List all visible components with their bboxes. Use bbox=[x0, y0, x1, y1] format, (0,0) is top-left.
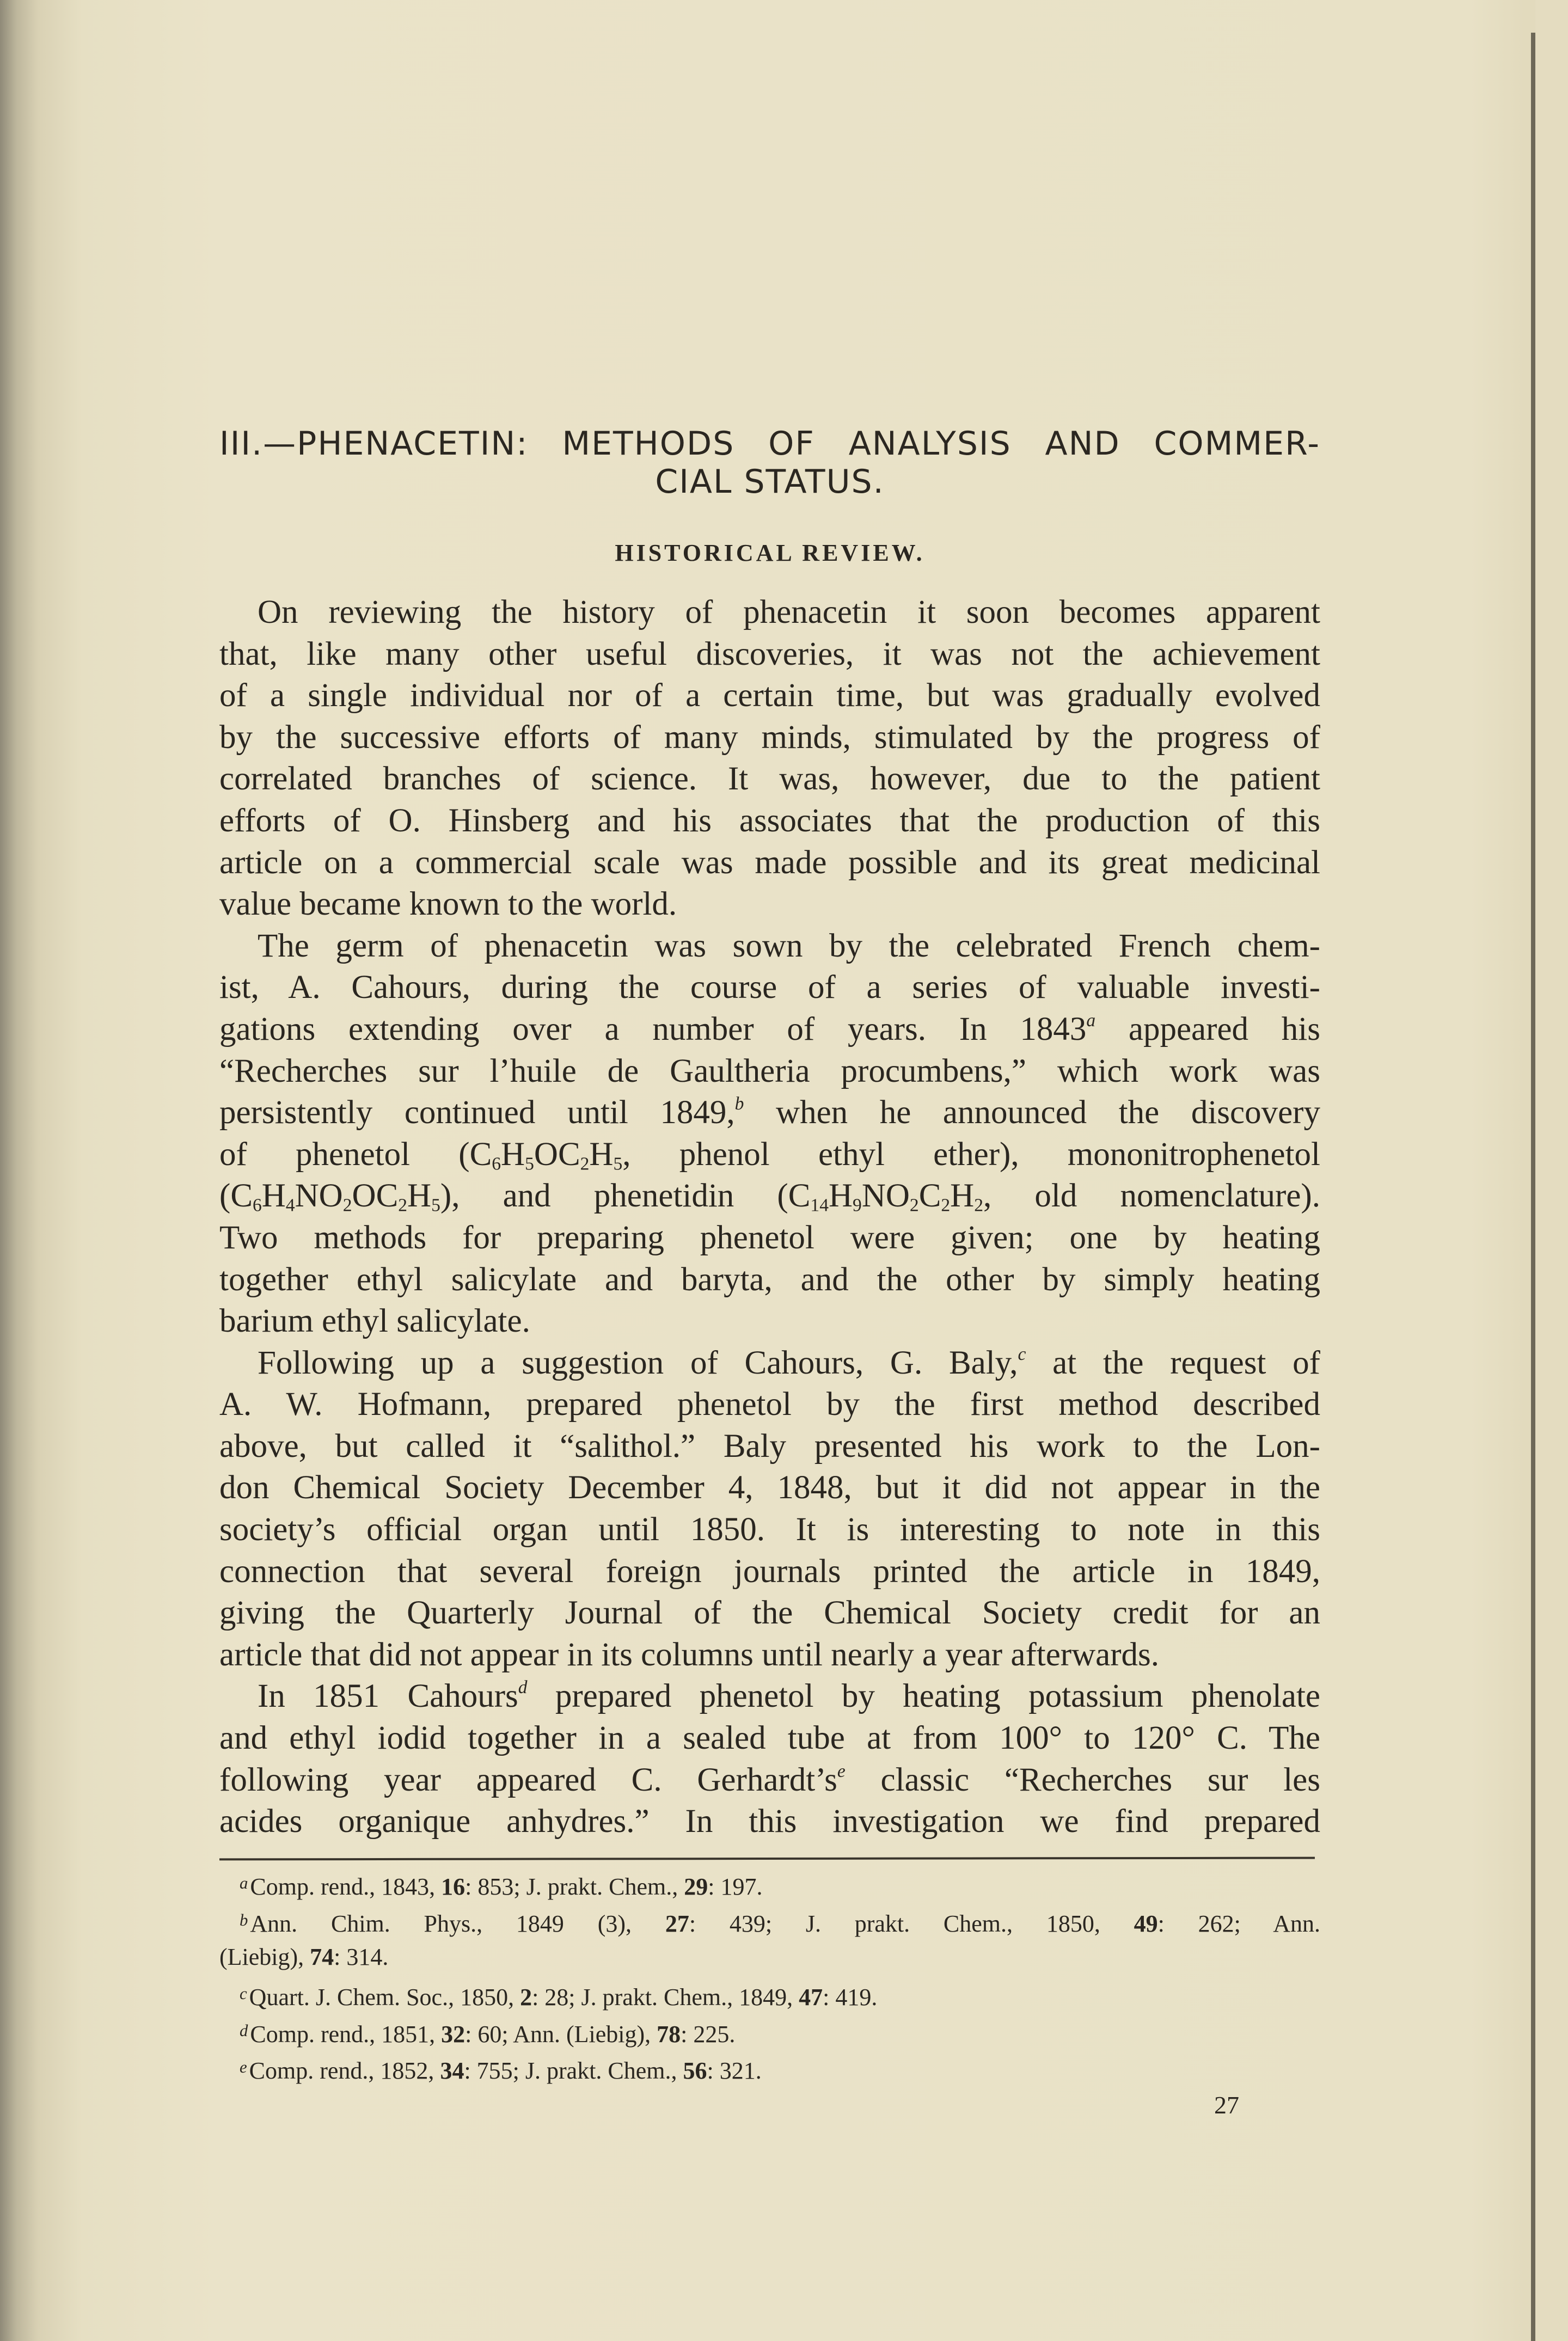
subscript: 4 bbox=[285, 1195, 295, 1216]
text-run: correlated branches of science. It was, however, due to the patient bbox=[219, 761, 1320, 798]
volume-number: 34 bbox=[440, 2057, 464, 2085]
volume-number: 27 bbox=[665, 1910, 689, 1937]
text-line bbox=[219, 1676, 1320, 1718]
text-run: : 28; J. prakt. Chem., 1849, bbox=[532, 1983, 799, 2011]
volume-number: 49 bbox=[1134, 1910, 1158, 1937]
text-run: barium ethyl salicylate. bbox=[219, 1303, 530, 1340]
text-run: value became known to the world. bbox=[219, 886, 677, 923]
text-run: H bbox=[407, 1178, 432, 1215]
text-run: Quart. J. Chem. Soc., 1850, bbox=[249, 1983, 520, 2011]
text-run: of a single individual nor of a certain time, but was gradually evolved bbox=[219, 677, 1320, 714]
text-line bbox=[219, 1467, 1320, 1509]
text-run: gations extending over a number of years. In 1843 bbox=[219, 1010, 1087, 1047]
subscript: 2 bbox=[342, 1195, 352, 1216]
subscript: 5 bbox=[613, 1154, 623, 1174]
text-run: above, but called it “salithol.” Baly presented his work to the Lon- bbox=[219, 1427, 1320, 1464]
page-right-edge bbox=[1531, 33, 1535, 2341]
volume-number: 2 bbox=[520, 1983, 532, 2011]
footnote-mark: d bbox=[240, 2021, 248, 2040]
subscript: 2 bbox=[909, 1195, 919, 1216]
text-line bbox=[219, 884, 1320, 926]
text-run: ), and phenetidin (C bbox=[440, 1178, 811, 1215]
footnotes bbox=[219, 1865, 1320, 2086]
text-run: H bbox=[828, 1178, 853, 1215]
text-run: In 1851 Cahours bbox=[258, 1678, 518, 1715]
volume-number: 78 bbox=[657, 2020, 681, 2048]
footnote-reference: a bbox=[1086, 1010, 1096, 1031]
text-run: Comp. rend., 1843, bbox=[250, 1873, 442, 1900]
text-line bbox=[219, 1134, 1320, 1176]
text-run: efforts of O. Hinsberg and his associates that the production of this bbox=[219, 802, 1320, 839]
text-run: ist, A. Cahours, during the course of a series of valuable investi- bbox=[219, 969, 1320, 1006]
subscript: 2 bbox=[974, 1195, 984, 1216]
text-run: C bbox=[918, 1178, 941, 1215]
text-run: Comp. rend., 1851, bbox=[250, 2020, 442, 2048]
footnote-mark: b bbox=[240, 1910, 248, 1929]
text-line bbox=[219, 675, 1320, 717]
text-line bbox=[219, 967, 1320, 1009]
text-run: , phenol ethyl ether), mononitrophenetol bbox=[622, 1136, 1320, 1173]
text-run: Ann. Chim. Phys., 1849 (3), bbox=[250, 1910, 665, 1937]
text-run: classic “Recherches sur les bbox=[845, 1761, 1320, 1798]
text-line bbox=[219, 1092, 1320, 1134]
text-line bbox=[219, 1760, 1320, 1801]
text-run: of phenetol (C bbox=[219, 1136, 492, 1173]
volume-number: 29 bbox=[684, 1873, 708, 1900]
text-line bbox=[219, 1009, 1320, 1051]
text-run: and ethyl iodid together in a sealed tube at from 100° to 120° C. The bbox=[219, 1720, 1320, 1757]
text-run: don Chemical Society December 4, 1848, but it did not appear in the bbox=[219, 1469, 1320, 1506]
text-line bbox=[219, 800, 1320, 842]
text-run: H bbox=[589, 1136, 614, 1173]
text-run: H bbox=[261, 1178, 286, 1215]
volume-number: 56 bbox=[683, 2057, 707, 2085]
text-line bbox=[219, 1343, 1320, 1384]
text-line bbox=[219, 634, 1320, 676]
text-run: by the successive efforts of many minds, stimulated by the progress of bbox=[219, 719, 1320, 756]
subscript: 2 bbox=[580, 1154, 590, 1174]
footnote-line bbox=[219, 2049, 1320, 2086]
text-run: article on a commercial scale was made possible and its great medicinal bbox=[219, 844, 1320, 881]
subscript: 2 bbox=[941, 1195, 951, 1216]
text-run: : 197. bbox=[708, 1873, 763, 1900]
text-run: persistently continued until 1849, bbox=[219, 1094, 735, 1131]
text-run: “Recherches sur l’huile de Gaultheria procumbens,” which work was bbox=[219, 1052, 1320, 1089]
text-line bbox=[219, 1426, 1320, 1468]
text-run: Following up a suggestion of Cahours, G. Baly, bbox=[258, 1344, 1018, 1381]
subscript: 9 bbox=[853, 1195, 862, 1216]
text-run: article that did not appear in its columns until nearly a year afterwards. bbox=[219, 1636, 1160, 1673]
text-run: : 262; Ann. bbox=[1157, 1910, 1320, 1937]
text-run: : 755; J. prakt. Chem., bbox=[464, 2057, 683, 2085]
text-run: H bbox=[950, 1178, 975, 1215]
volume-number: 16 bbox=[441, 1873, 465, 1900]
volume-number: 32 bbox=[441, 2020, 465, 2048]
text-run: : 321. bbox=[707, 2057, 762, 2085]
text-line bbox=[219, 1718, 1320, 1760]
text-line bbox=[219, 1551, 1320, 1593]
footnote-mark: a bbox=[240, 1874, 248, 1892]
text-run: NO bbox=[861, 1178, 910, 1215]
text-line bbox=[219, 1384, 1320, 1426]
subscript: 5 bbox=[431, 1195, 440, 1216]
text-line bbox=[219, 1592, 1320, 1634]
text-run: (C bbox=[219, 1178, 253, 1215]
text-run: OC bbox=[534, 1136, 580, 1173]
volume-number: 74 bbox=[310, 1944, 334, 1971]
text-run: society’s official organ until 1850. It is interesting to note in this bbox=[219, 1511, 1320, 1548]
text-run: : 853; J. prakt. Chem., bbox=[465, 1873, 684, 1900]
text-line bbox=[219, 758, 1320, 800]
footnote-reference: e bbox=[837, 1761, 846, 1781]
text-run: : 314. bbox=[334, 1944, 389, 1971]
subscript: 5 bbox=[525, 1154, 534, 1174]
chapter-title-line-1: III.—PHENACETIN: METHODS OF ANALYSIS AND COMMER- bbox=[219, 425, 1320, 463]
text-run: : 419. bbox=[823, 1983, 878, 2011]
footnote-mark: e bbox=[240, 2058, 247, 2077]
text-line bbox=[219, 1634, 1320, 1676]
text-run: Two methods for preparing phenetol were given; one by heating bbox=[219, 1219, 1320, 1256]
page-edge-background bbox=[1535, 0, 1568, 2341]
text-run: : 225. bbox=[681, 2020, 736, 2048]
subscript: 6 bbox=[492, 1154, 501, 1174]
text-line bbox=[219, 592, 1320, 634]
body-text bbox=[219, 592, 1320, 1843]
text-run: (Liebig), bbox=[219, 1944, 310, 1971]
text-run: when he announced the discovery bbox=[744, 1094, 1320, 1131]
text-run: Comp. rend., 1852, bbox=[249, 2057, 440, 2085]
text-run: , old nomenclature). bbox=[983, 1178, 1320, 1215]
text-line bbox=[219, 842, 1320, 884]
text-run: connection that several foreign journals printed the article in 1849, bbox=[219, 1553, 1320, 1590]
text-run: NO bbox=[295, 1178, 343, 1215]
volume-number: 47 bbox=[799, 1983, 823, 2011]
text-run: : 439; J. prakt. Chem., 1850, bbox=[689, 1910, 1134, 1937]
text-line bbox=[219, 1801, 1320, 1843]
footnote-line bbox=[219, 1976, 1320, 2013]
footnote-line bbox=[219, 1902, 1320, 1939]
text-run: giving the Quarterly Journal of the Chemical Society credit for an bbox=[219, 1595, 1320, 1632]
text-run: prepared phenetol by heating potassium phenolate bbox=[527, 1678, 1320, 1715]
text-line bbox=[219, 1509, 1320, 1551]
subscript: 6 bbox=[253, 1195, 262, 1216]
footnote-reference: c bbox=[1018, 1344, 1026, 1364]
footnote-line bbox=[219, 1939, 1320, 1976]
page-number: 27 bbox=[1214, 2091, 1239, 2119]
text-line bbox=[219, 1175, 1320, 1217]
text-line bbox=[219, 926, 1320, 967]
text-run: at the request of bbox=[1026, 1344, 1320, 1381]
text-run: that, like many other useful discoveries, it was not the achievement bbox=[219, 635, 1320, 672]
text-run: A. W. Hofmann, prepared phenetol by the first method described bbox=[219, 1386, 1320, 1423]
footnote-mark: c bbox=[240, 1984, 247, 2003]
text-run: : 60; Ann. (Liebig), bbox=[465, 2020, 657, 2048]
text-line bbox=[219, 1051, 1320, 1093]
footnote-line bbox=[219, 2013, 1320, 2050]
text-run: acides organique anhydres.” In this investigation we find prepared bbox=[219, 1803, 1320, 1840]
chapter-title-line-2: CIAL STATUS. bbox=[655, 463, 885, 501]
text-run: following year appeared C. Gerhardt’s bbox=[219, 1761, 837, 1798]
text-line bbox=[219, 1259, 1320, 1301]
text-run: H bbox=[501, 1136, 525, 1173]
footnote-reference: b bbox=[734, 1093, 744, 1114]
subscript: 2 bbox=[398, 1195, 408, 1216]
text-run: OC bbox=[352, 1178, 399, 1215]
text-line bbox=[219, 1301, 1320, 1343]
text-run: On reviewing the history of phenacetin it soon becomes apparent bbox=[258, 594, 1320, 630]
subscript: 14 bbox=[810, 1195, 829, 1216]
footnote-line bbox=[219, 1865, 1320, 1902]
text-line bbox=[219, 1217, 1320, 1259]
text-line bbox=[219, 717, 1320, 759]
footnote-reference: d bbox=[518, 1677, 528, 1698]
section-heading: HISTORICAL REVIEW. bbox=[615, 540, 925, 566]
text-run: together ethyl salicylate and baryta, and the other by simply heating bbox=[219, 1261, 1320, 1298]
text-run: appeared his bbox=[1095, 1010, 1320, 1047]
text-run: The germ of phenacetin was sown by the celebrated French chem- bbox=[258, 927, 1320, 964]
